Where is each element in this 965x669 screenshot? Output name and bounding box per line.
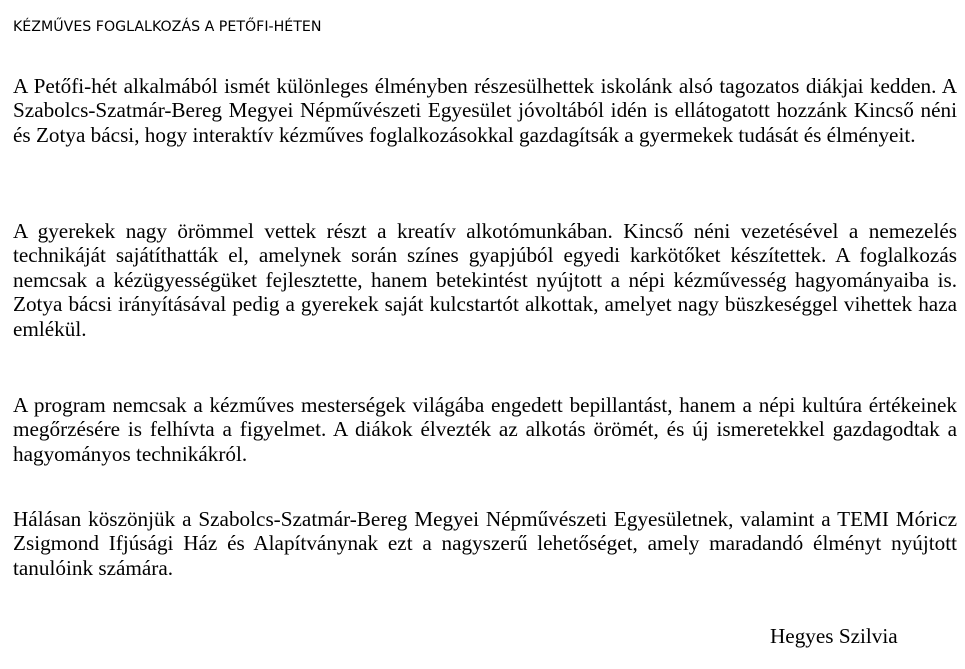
article-paragraph-3: A program nemcsak a kézműves mesterségek világába engedett bepillantást, hanem a népi kultúra értékeinek megőrzésére is felhívta a figyelmet. A diákok élvezték az alkotás örömét, és új ismeretekkel gazdagodtak a hagyományos technikákról.: [13, 393, 957, 466]
article-paragraph-4: Hálásan köszönjük a Szabolcs-Szatmár-Bereg Megyei Népművészeti Egyesületnek, valamint a TEMI Móricz Zsigmond Ifjúsági Ház és Alapítványnak ezt a nagyszerű lehetőséget, amely maradandó élményt nyújtott tanulóink számára.: [13, 507, 957, 580]
article-paragraph-1: A Petőfi-hét alkalmából ismét különleges élményben részesülhettek iskolánk alsó tagozatos diákjai kedden. A Szabolcs-Szatmár-Bereg Megyei Népművészeti Egyesület jóvoltából idén is ellátogatott hozzánk Kincső néni és Zotya bácsi, hogy interaktív kézműves foglalkozásokkal gazdagítsák a gyermekek tudását és élményeit.: [13, 74, 957, 147]
article-title: KÉZMŰVES FOGLALKOZÁS A PETŐFI-HÉTEN: [13, 19, 322, 35]
author-signature: Hegyes Szilvia: [770, 624, 898, 648]
article-paragraph-2: A gyerekek nagy örömmel vettek részt a kreatív alkotómunkában. Kincső néni vezetésével a nemezelés technikáját sajátíthatták el, amelynek során színes gyapjúból egyedi karkötőket készítettek. A foglalkozás nemcsak a kézügyességüket fejlesztette, hanem betekintést nyújtott a népi kézművesség hagyományaiba is. Zotya bácsi irányításával pedig a gyerekek saját kulcstartót alkottak, amelyet nagy büszkeséggel vihettek haza emlékül.: [13, 219, 957, 341]
